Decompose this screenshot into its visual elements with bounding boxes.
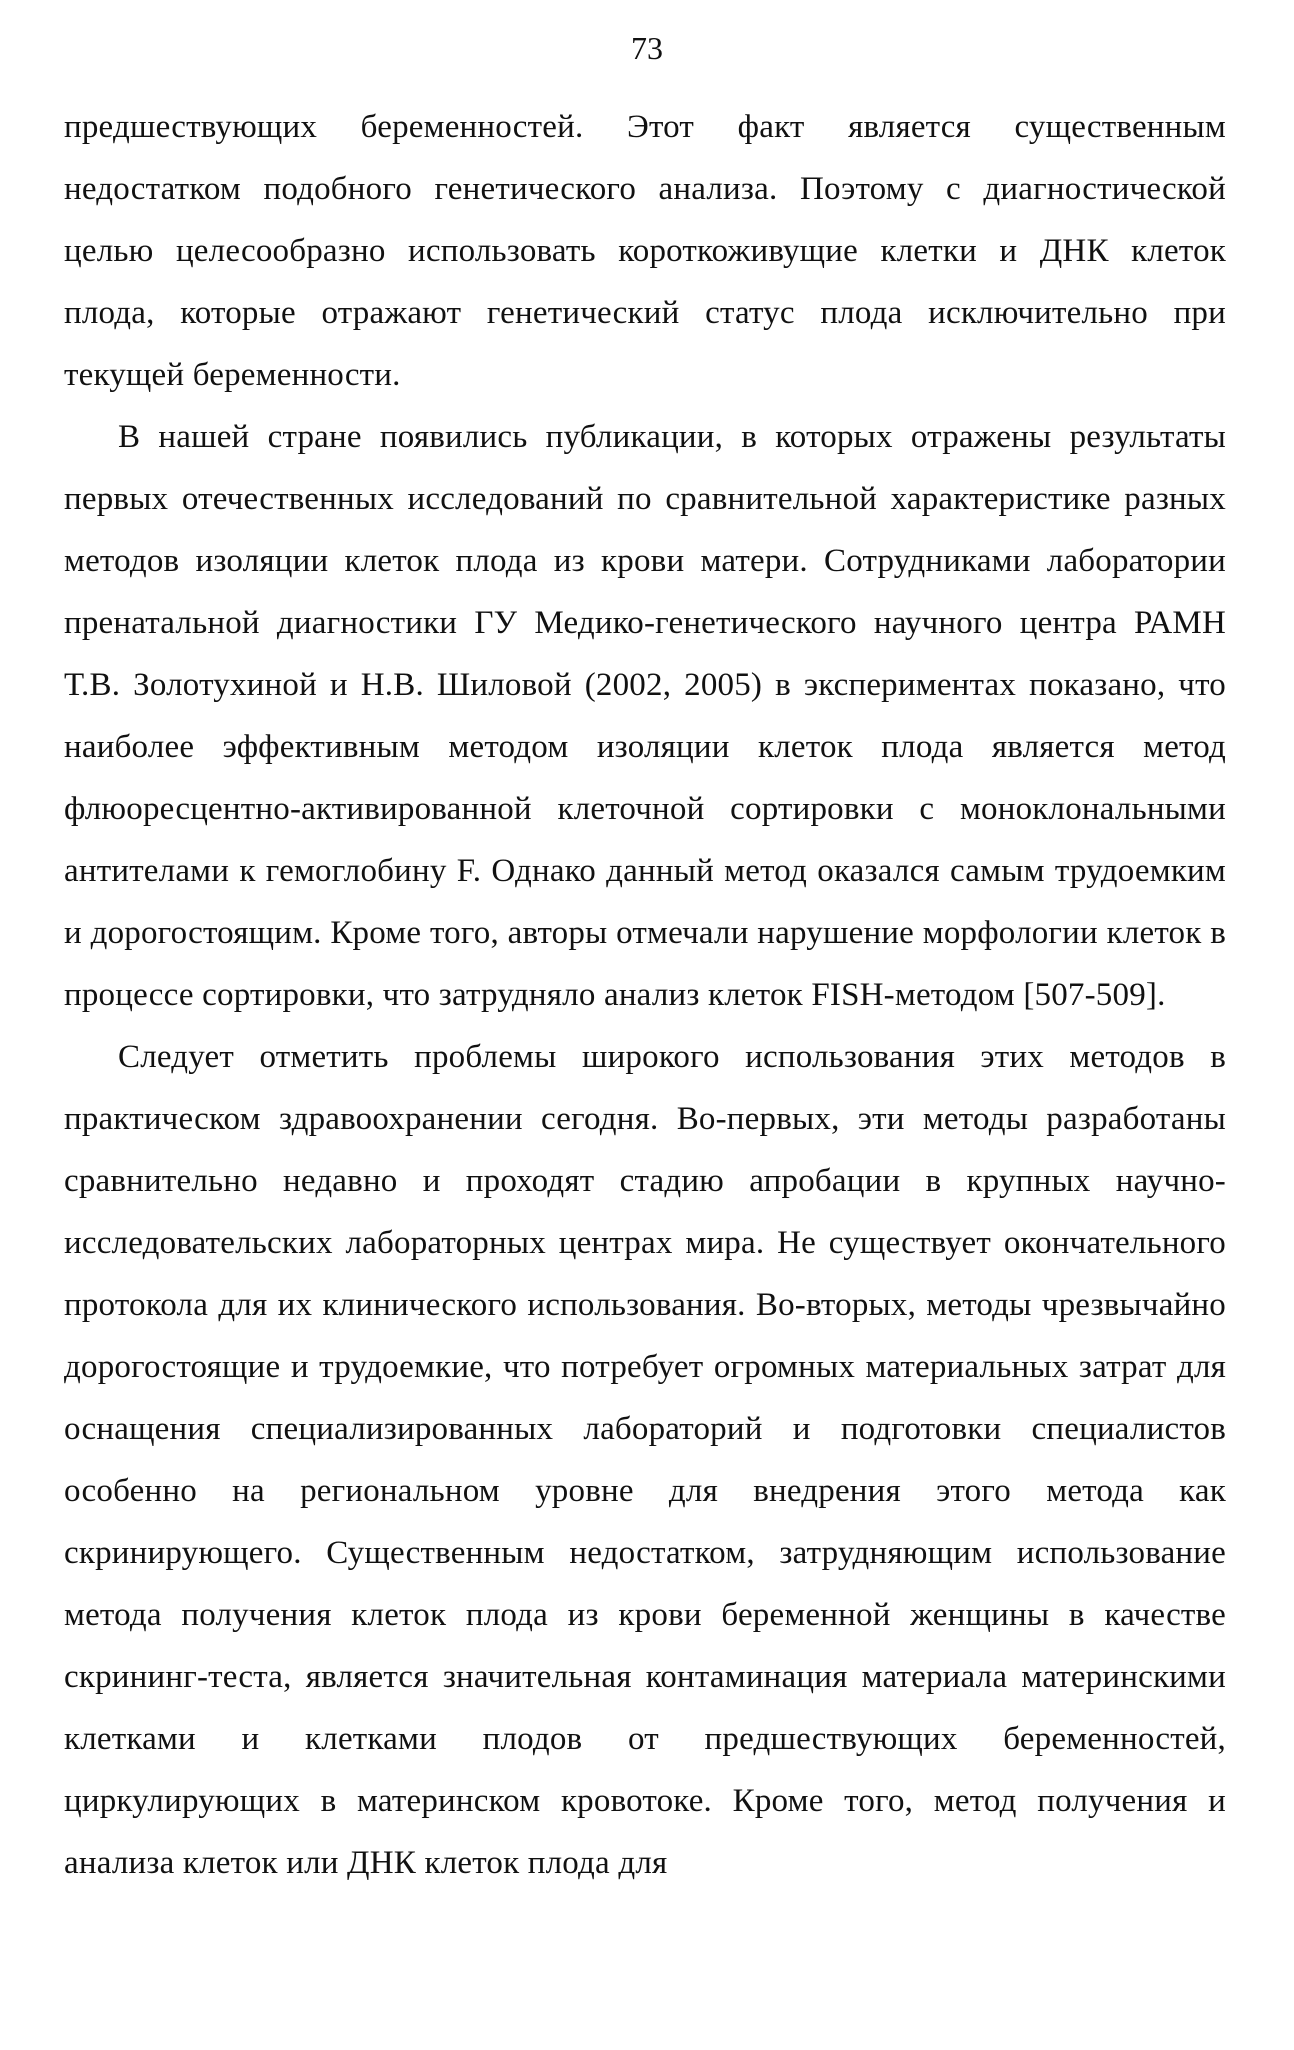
paragraph-3: Следует отметить проблемы широкого использования этих методов в практическом здравоохранении сегодня. Во-первых, эти методы разработаны сравнительно недавно и проходят стадию апробации в крупных научно-исследовательских лабораторных центрах мира. Не существует окончательного протокола для их клинического использования. Во-вторых, методы чрезвычайно дорогостоящие и трудоемкие, что потребует огромных материальных затрат для оснащения специализированных лабораторий и подготовки специалистов особенно на региональном уровне для внедрения этого метода как скринирующего. Существенным недостатком, затрудняющим использование метода получения клеток плода из крови беременной женщины в качестве скрининг-теста, является значительная контаминация материала материнскими клетками и клетками плодов от предшествующих беременностей, циркулирующих в материнском кровотоке. Кроме того, метод получения и анализа клеток или ДНК клеток плода для xyxy=(64,1039,1226,1881)
paragraph-2: В нашей стране появились публикации, в которых отражены результаты первых отечественных исследований по сравнительной характеристике разных методов изоляции клеток плода из крови матери. Сотрудниками лаборатории пренатальной диагностики ГУ Медико-генетического научного центра РАМН Т.В. Золотухиной и Н.В. Шиловой (2002, 2005) в экспериментах показано, что наиболее эффективным методом изоляции клеток плода является метод флюоресцентно-активированной клеточной сортировки с моноклональными антителами к гемоглобину F. Однако данный метод оказался самым трудоемким и дорогостоящим. Кроме того, авторы отмечали нарушение морфологии клеток в процессе сортировки, что затрудняло анализ клеток FISH-методом [507-509]. xyxy=(64,419,1226,1013)
paragraph-1: предшествующих беременностей. Этот факт является существенным недостатком подобного генетического анализа. Поэтому с диагностической целью целесообразно использовать короткоживущие клетки и ДНК клеток плода, которые отражают генетический статус плода исключительно при текущей беременности. xyxy=(64,109,1226,393)
document-body xyxy=(64,96,1226,1894)
page-number: 73 xyxy=(631,30,663,66)
